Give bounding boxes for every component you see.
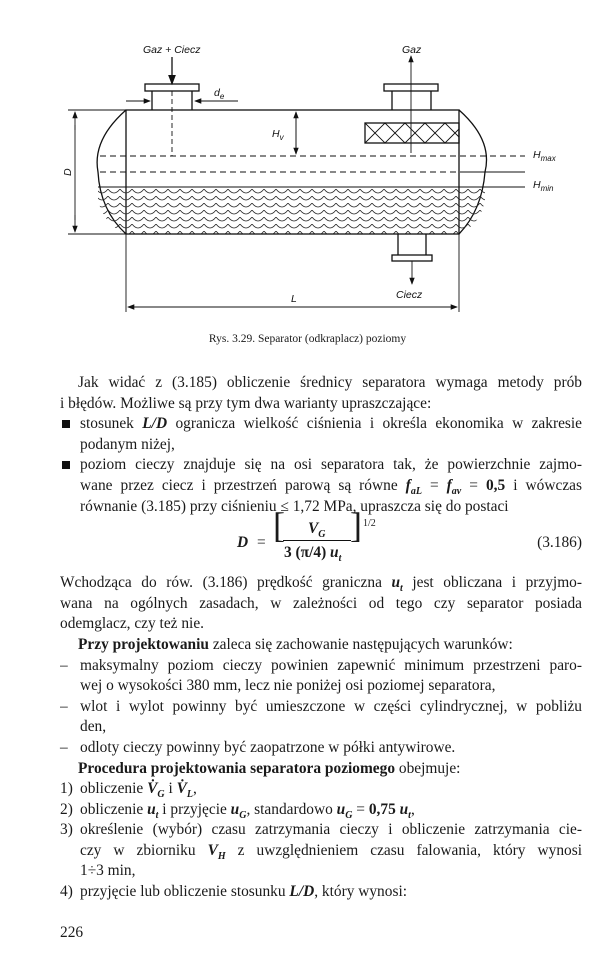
formatted-text: G [157,789,165,801]
equation-denominator: 3 (π/4) $u_t$ [284,544,342,565]
text-segment: Wchodząca do rów. (3.186) prędkość graniczna [60,574,392,592]
formatted-text: av [451,485,462,497]
vapor-height-label: $H_v$ [272,128,284,142]
formatted-text: Procedura projektowania separatora poziomego [78,759,396,777]
liquid-outlet-flange [392,255,432,261]
formatted-text: u [230,800,240,818]
formatted-text: 0,5 [485,476,506,494]
text-line [60,435,582,456]
text-segment: = [421,476,447,494]
text-segment: z uwzględnieniem czasu falowania, który wynosi [225,841,582,859]
list-marker: – [60,738,68,756]
formatted-text: V̇ [176,780,187,798]
body-text [60,373,582,903]
formatted-text: f [405,476,411,494]
text-line [60,717,582,738]
equation-lhs: D [237,534,249,552]
demister-pad [365,123,459,143]
liquid-outlet-label: Ciecz [396,289,423,301]
formatted-text: u [399,800,409,818]
list-item-line [60,800,582,821]
formatted-text: u [336,800,346,818]
text-line [60,841,582,862]
formatted-text: G [239,809,247,821]
length-label: L [291,293,297,305]
text-segment: zaleca się zachowanie następujących warunków: [208,635,513,653]
text-segment: = [461,476,486,494]
horizontal-separator-diagram [0,0,615,335]
text-segment: równanie (3.185) przy ciśnieniu ≤ 1,72 MPa, upraszcza się do postaci [80,497,509,515]
list-item-line [60,656,582,677]
equation-number: (3.186) [537,534,582,552]
list-item-line [60,697,582,718]
h-max-label: $H_{max}$ [533,149,556,163]
right-bracket: ] [350,505,362,546]
left-bracket: [ [273,505,285,546]
text-segment: wej o wysokości 380 mm, lecz nie poniżej osi poziomej separatora, [80,677,496,695]
list-marker: 2) [60,800,73,818]
list-item-line [60,779,582,800]
equation-numerator: $V_G$ [308,520,326,541]
text-segment: obejmuje: [395,759,461,777]
list-item-line [60,738,582,759]
text-segment: i przyjęcie [158,800,231,818]
formatted-text: H [217,850,226,862]
formatted-text: 0,75 [368,800,400,818]
formatted-text: t [400,583,403,594]
formatted-text: f [446,476,452,494]
list-marker: 1) [60,780,73,798]
formatted-text: L [186,789,193,801]
formatted-text: u [147,800,156,818]
text-segment: , [192,780,197,798]
list-marker: – [60,697,68,715]
text-line [60,614,582,635]
formatted-text: aL [410,485,422,497]
text-line [60,573,582,594]
text-segment: wane przez ciecz i przestrzeń parową są równe [80,476,406,494]
inlet-flange [145,84,199,91]
formatted-text: u [391,574,401,592]
text-segment: maksymalny poziom cieczy powinien zapewnić minimum przestrzeni paro- [80,656,582,674]
list-item-line [60,414,582,435]
text-segment: jest obliczana i przyjmo- [402,574,582,592]
text-segment: Jak widać z (3.185) obliczenie średnicy separatora wymaga metody prób [78,374,582,391]
text-segment: ogranicza wielkość ciśnienia i określa ekonomika w zakresie [167,415,582,433]
formatted-text: t [408,809,411,821]
formatted-text: Przy projektowaniu [78,635,209,653]
inlet-label: Gaz + Ciecz [143,44,201,56]
nozzle-diameter-label: $d_e$ [214,87,225,101]
formatted-text: V [207,841,218,859]
list-item-line [60,820,582,841]
diameter-label: D [62,168,74,176]
formatted-text: t [155,809,159,821]
text-segment: i [164,780,177,798]
text-segment: i błędów. Możliwe są przy tym dwa warianty upraszczające: [60,394,432,412]
h-min-label: $H_{min}$ [533,179,554,193]
text-segment: poziom cieczy znajduje się na osi separatora tak, że powierzchnie zajmo- [80,456,582,474]
equation-exponent: 1/2 [363,518,376,530]
page-number: 226 [60,924,84,941]
text-segment: i wówczas [505,476,582,494]
list-marker: – [60,656,68,674]
bullet-icon [62,420,70,428]
fraction-bar [283,540,351,541]
text-segment: obliczenie [80,800,148,818]
text-segment: czy w zbiorniku [80,841,208,859]
text-line [60,594,582,615]
text-line [60,394,582,415]
formatted-text: L/D [289,883,315,901]
text-segment: wana na ogólnych zasadach, w zależności od tego czy separator posiada [60,594,582,612]
text-segment: odemglacz, czy też nie. [60,615,204,633]
text-segment: stosunek [80,415,143,433]
equation-equals: = [257,534,266,552]
text-segment: odloty cieczy powinny być zaopatrzone w półki antywirowe. [80,738,456,756]
text-segment: , standardowo [246,800,337,818]
text-line [60,676,582,697]
text-segment: podanym niżej, [80,435,175,453]
text-segment: wlot i wylot powinny być umieszczone w części cylindrycznej, w pobliżu [80,697,582,715]
text-segment: przyjęcie lub obliczenie stosunku [80,883,290,901]
text-line [60,861,582,882]
list-marker: 4) [60,883,73,901]
text-segment: 1÷3 min, [80,862,136,880]
list-marker: 3) [60,821,73,839]
text-segment: obliczenie [80,780,148,798]
text-line [60,635,582,656]
list-item-line [60,455,582,476]
text-segment: , który wynosi: [314,883,407,901]
text-segment: den, [80,718,107,736]
text-segment: , [410,800,415,818]
bullet-icon [62,461,70,469]
formatted-text: G [345,809,353,821]
formatted-text: L/D [142,415,168,433]
formatted-text: V̇ [147,780,158,798]
text-line [60,497,582,518]
gas-outlet-label: Gaz [402,44,422,56]
text-line [60,759,582,780]
figure-caption: Rys. 3.29. Separator (odkraplacz) poziomy [208,333,407,345]
list-item-line [60,882,582,903]
text-segment: = [352,800,369,818]
liquid-region [96,187,488,235]
text-segment: określenie (wybór) czasu zatrzymania cieczy i obliczenie zatrzymania cie- [80,821,582,839]
text-line [60,476,582,497]
text-line [60,373,582,394]
